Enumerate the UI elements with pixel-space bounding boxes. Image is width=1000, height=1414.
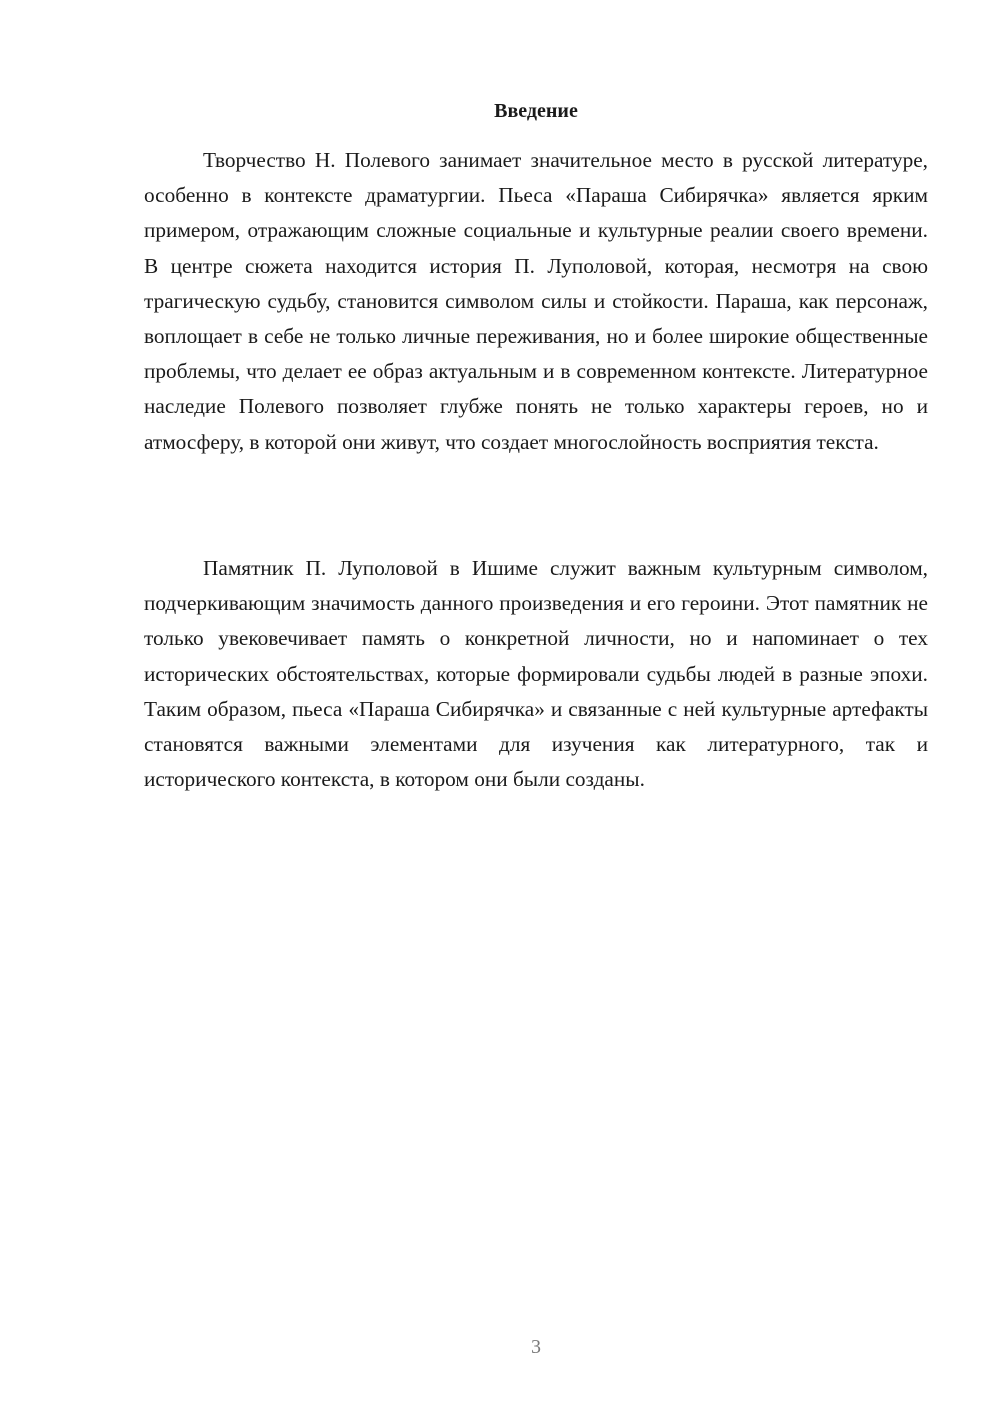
section-heading: Введение [494,100,578,122]
paragraph-1: Творчество Н. Полевого занимает значительное место в русской литературе, особенно в контексте драматургии. Пьеса «Параша Сибирячка» является ярким примером, отражающим сложные социальные и культурные реалии своего времени. В центре сюжета находится история П. Луполовой, которая, несмотря на свою трагическую судьбу, становится символом силы и стойкости. Параша, как персонаж, воплощает в себе не только личные переживания, но и более широкие общественные проблемы, что делает ее образ актуальным и в современном контексте. Литературное наследие Полевого позволяет глубже понять не только характеры героев, но и атмосферу, в которой они живут, что создает многослойность восприятия текста. [144,148,928,454]
document-page [144,0,928,1414]
page-number: 3 [531,1336,541,1358]
paragraph-2: Памятник П. Луполовой в Ишиме служит важным культурным символом, подчеркивающим значимость данного произведения и его героини. Этот памятник не только увековечивает память о конкретной личности, но и напоминает о тех исторических обстоятельствах, которые формировали судьбы людей в разные эпохи. Таким образом, пьеса «Параша Сибирячка» и связанные с ней культурные артефакты становятся важными элементами для изучения как литературного, так и исторического контекста, в котором они были созданы. [144,556,928,792]
